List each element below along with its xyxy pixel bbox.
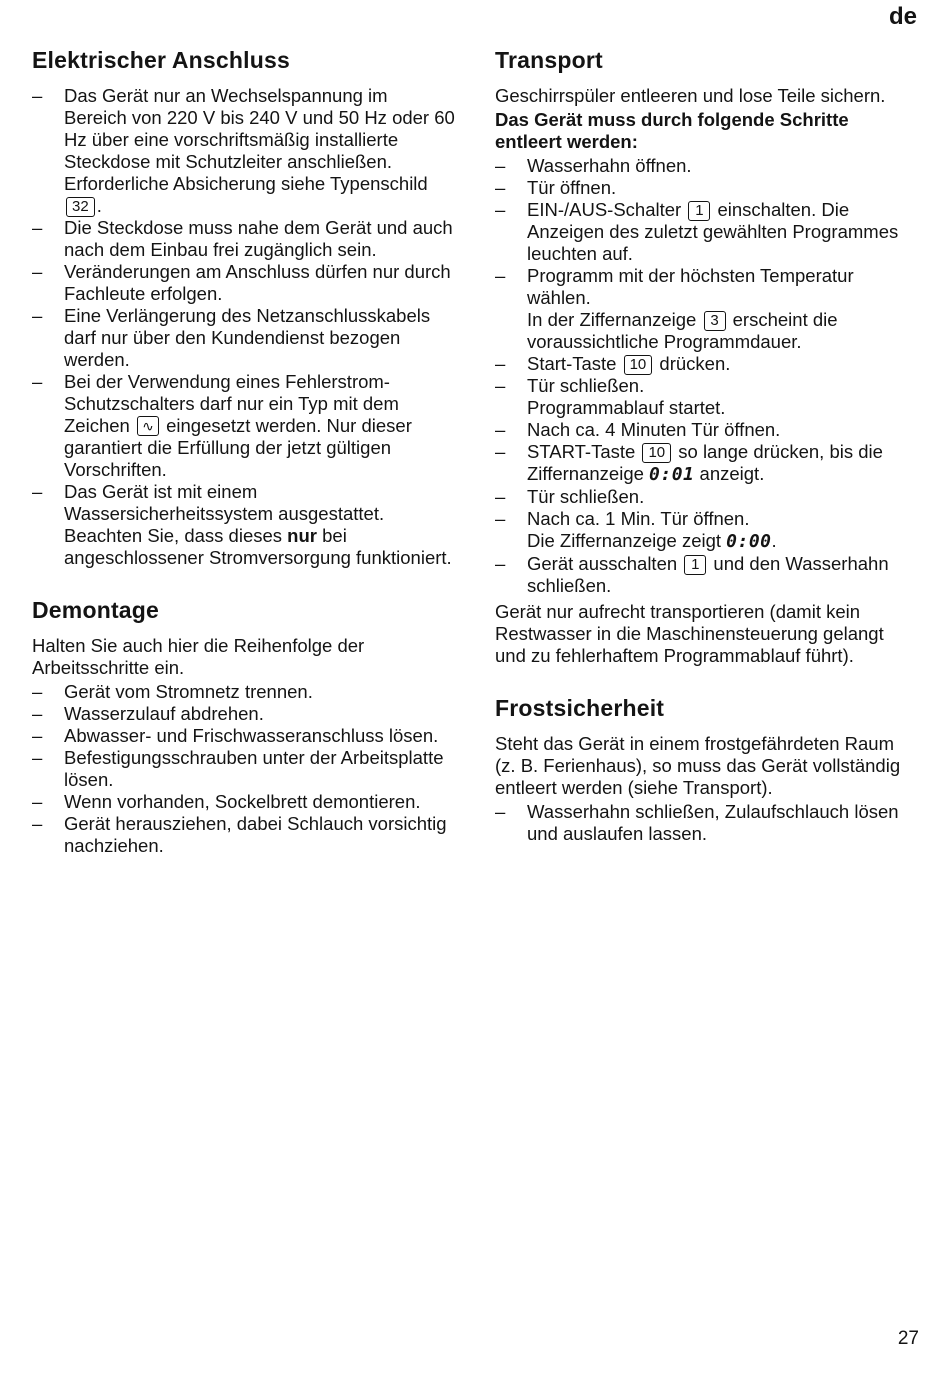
dash-bullet: –	[495, 441, 506, 462]
transport-steps-list	[495, 155, 918, 597]
text-run: Die Steckdose muss nahe dem Gerät und auch nach dem Einbau frei zugänglich sein.	[64, 217, 453, 260]
text-run: Eine Verlängerung des Netzanschlusskabels darf nur über den Kundendienst bezogen werden.	[64, 305, 431, 370]
dash-bullet: –	[495, 486, 506, 507]
list-item	[32, 305, 455, 371]
dash-bullet: –	[32, 371, 43, 392]
dash-bullet: –	[495, 353, 506, 374]
text-run: Wenn vorhanden, Sockelbrett demontieren.	[64, 791, 421, 812]
rcd-symbol-icon: ∿	[137, 416, 159, 436]
text-run: EIN-/AUS-Schalter	[527, 199, 687, 220]
dash-bullet: –	[32, 725, 43, 746]
list-item-text	[64, 681, 455, 703]
dash-bullet: –	[495, 801, 506, 822]
text-run: In der Ziffernanzeige	[527, 309, 702, 330]
dash-bullet: –	[32, 481, 43, 502]
list-item	[32, 85, 455, 217]
dash-bullet: –	[495, 375, 506, 396]
list-item-text	[527, 155, 918, 177]
list-item-text	[527, 375, 918, 419]
dash-bullet: –	[32, 85, 43, 106]
list-item	[495, 353, 918, 375]
dash-bullet: –	[495, 155, 506, 176]
list-item	[32, 725, 455, 747]
frost-intro: Steht das Gerät in einem frostgefährdeten Raum (z. B. Ferienhaus), so muss das Gerät vollständig entleert werden (siehe Transport).	[495, 733, 901, 798]
dash-bullet: –	[32, 261, 43, 282]
page-columns	[32, 46, 918, 861]
demontage-intro: Halten Sie auch hier die Reihenfolge der Arbeitsschritte ein.	[32, 635, 365, 678]
dash-bullet: –	[32, 681, 43, 702]
list-item	[495, 486, 918, 508]
list-item-text	[64, 813, 455, 857]
list-item	[32, 747, 455, 791]
list-item	[495, 419, 918, 441]
dash-bullet: –	[495, 553, 506, 574]
list-item	[32, 371, 455, 481]
dash-bullet: –	[32, 791, 43, 812]
language-marker: de	[888, 3, 917, 30]
reference-number-box: 1	[688, 201, 710, 221]
dash-bullet: –	[32, 747, 43, 768]
text-run: Programm mit der höchsten Temperatur wählen.	[527, 265, 854, 308]
list-item-text	[64, 261, 455, 305]
bold-text-run: nur	[287, 525, 317, 546]
list-item	[495, 265, 918, 353]
list-item-text	[527, 508, 918, 553]
text-run: drücken.	[654, 353, 731, 374]
list-item	[32, 813, 455, 857]
demontage-list	[32, 681, 455, 857]
section-title-electrical-connection: Elektrischer Anschluss	[32, 47, 290, 73]
text-run: Die Ziffernanzeige zeigt	[527, 530, 727, 551]
text-run: Das Gerät ist mit einem Wassersicherheitssystem ausgestattet. Beachten Sie, dass dieses	[64, 481, 385, 546]
text-run: bei angeschlossener Stromversorgung funktioniert.	[64, 525, 452, 568]
list-item	[32, 261, 455, 305]
list-item-text	[527, 177, 918, 199]
transport-outro: Gerät nur aufrecht transportieren (damit kein Restwasser in die Maschinensteuerung gelangt und zu fehlerhaftem Programmablauf führt).	[495, 601, 884, 666]
list-item-text	[527, 419, 918, 441]
list-item-text	[64, 481, 455, 569]
text-run: .	[96, 195, 102, 216]
digital-display-text: 0:00	[726, 531, 772, 552]
section-title-transport: Transport	[495, 47, 603, 73]
transport-bold-lead: Das Gerät muss durch folgende Schritte entleert werden:	[495, 109, 849, 152]
text-run: Tür öffnen.	[527, 177, 617, 198]
text-run: Gerät herausziehen, dabei Schlauch vorsichtig nachziehen.	[64, 813, 447, 856]
list-item	[495, 177, 918, 199]
dash-bullet: –	[32, 305, 43, 326]
list-item-text	[64, 217, 455, 261]
text-run: Wasserhahn öffnen.	[527, 155, 692, 176]
text-run: Tür schließen.	[527, 486, 645, 507]
section-title-frost-protection: Frostsicherheit	[495, 695, 665, 721]
list-item-text	[64, 305, 455, 371]
dash-bullet: –	[495, 199, 506, 220]
list-item	[495, 801, 918, 845]
text-run: Wasserhahn schließen, Zulaufschlauch lösen und auslaufen lassen.	[527, 801, 899, 844]
list-item-text	[527, 265, 918, 353]
text-run: und den Wasserhahn schließen.	[527, 553, 889, 596]
list-item	[32, 681, 455, 703]
text-run: Programmablauf startet.	[527, 397, 726, 418]
right-column	[495, 46, 918, 861]
list-item	[32, 481, 455, 569]
text-run: erscheint die voraussichtliche Programmdauer.	[527, 309, 838, 352]
section-title-demontage: Demontage	[32, 597, 160, 623]
dash-bullet: –	[32, 217, 43, 238]
list-item-text	[64, 85, 455, 217]
list-item	[495, 199, 918, 265]
text-run: Abwasser- und Frischwasseranschluss lösen.	[64, 725, 439, 746]
digital-display-text: 0:01	[649, 464, 695, 485]
reference-number-box: 1	[684, 555, 706, 575]
reference-number-box: 32	[66, 197, 95, 217]
list-item	[32, 703, 455, 725]
list-item	[495, 553, 918, 597]
text-run: .	[771, 530, 777, 551]
list-item-text	[527, 486, 918, 508]
reference-number-box: 10	[642, 443, 671, 463]
page-number: 27	[897, 1328, 919, 1349]
list-item-text	[64, 747, 455, 791]
text-run: Gerät ausschalten	[527, 553, 683, 574]
text-run: Start-Taste	[527, 353, 622, 374]
text-run: Veränderungen am Anschluss dürfen nur durch Fachleute erfolgen.	[64, 261, 451, 304]
text-run: Nach ca. 4 Minuten Tür öffnen.	[527, 419, 781, 440]
left-column	[32, 46, 455, 861]
list-item-text	[64, 791, 455, 813]
list-item-text	[527, 553, 918, 597]
list-item-text	[64, 703, 455, 725]
frost-list	[495, 801, 918, 845]
list-item	[32, 791, 455, 813]
text-run: Gerät vom Stromnetz trennen.	[64, 681, 313, 702]
dash-bullet: –	[495, 177, 506, 198]
list-item-text	[527, 353, 918, 375]
list-item-text	[527, 199, 918, 265]
transport-intro: Geschirrspüler entleeren und lose Teile sichern.	[495, 85, 886, 106]
text-run: START-Taste	[527, 441, 641, 462]
reference-number-box: 3	[704, 311, 726, 331]
text-run: Tür schließen.	[527, 375, 645, 396]
text-run: anzeigt.	[694, 463, 765, 484]
list-item-text	[527, 801, 918, 845]
list-item-text	[64, 371, 455, 481]
text-run: Bei der Verwendung eines Fehlerstrom-Schutzschalters darf nur ein Typ mit dem Zeichen	[64, 371, 399, 436]
list-item	[495, 155, 918, 177]
text-run: Nach ca. 1 Min. Tür öffnen.	[527, 508, 750, 529]
dash-bullet: –	[495, 508, 506, 529]
dash-bullet: –	[32, 813, 43, 834]
text-run: einschalten. Die Anzeigen des zuletzt gewählten Programmes leuchten auf.	[527, 199, 899, 264]
text-run: Das Gerät nur an Wechselspannung im Bereich von 220 V bis 240 V und 50 Hz oder 60 Hz über eine vorschriftsmäßig installierte Steckdose mit Schutzleiter anschließen. Erforderliche Absicherung siehe Typenschild	[64, 85, 455, 194]
dash-bullet: –	[32, 703, 43, 724]
text-run: Befestigungsschrauben unter der Arbeitsplatte lösen.	[64, 747, 444, 790]
list-item-text	[64, 725, 455, 747]
text-run: Wasserzulauf abdrehen.	[64, 703, 264, 724]
dash-bullet: –	[495, 265, 506, 286]
text-run: eingesetzt werden. Nur dieser garantiert die Erfüllung der jetzt gültigen Vorschriften.	[64, 415, 412, 480]
list-item-text	[527, 441, 918, 486]
list-item	[495, 508, 918, 553]
list-item	[495, 375, 918, 419]
list-item	[32, 217, 455, 261]
text-run: so lange drücken, bis die Ziffernanzeige	[527, 441, 883, 484]
list-item	[495, 441, 918, 486]
electrical-connection-list	[32, 85, 455, 569]
reference-number-box: 10	[624, 355, 653, 375]
dash-bullet: –	[495, 419, 506, 440]
